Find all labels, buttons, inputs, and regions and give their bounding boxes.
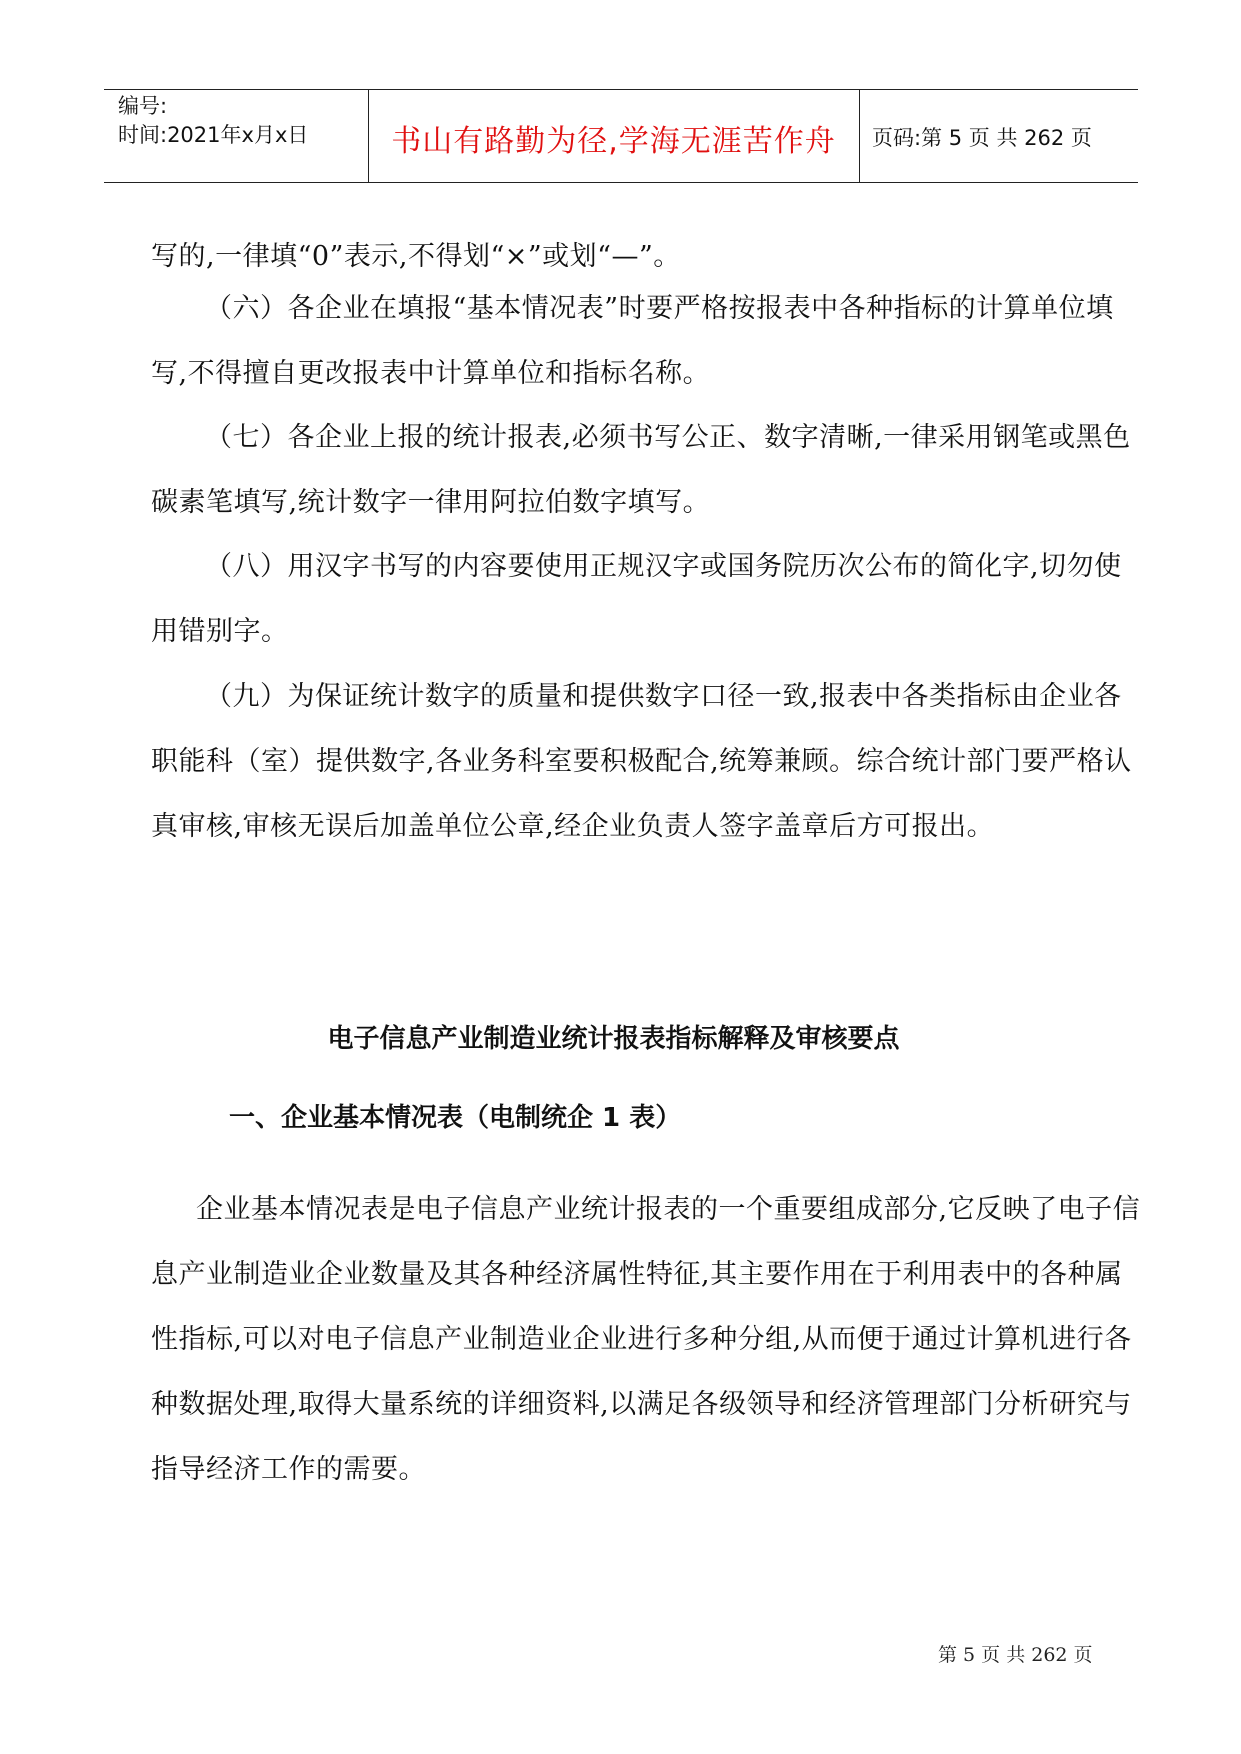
document-time-label: 时间:2021年x月x日 xyxy=(118,123,309,147)
paragraph-item-6: （六）各企业在填报“基本情况表”时要严格按报表中各种指标的计算单位填写,不得擅自更改报表中计算单位和指标名称。 xyxy=(151,293,1114,389)
header-page-number: 页码:第 5 页 共 262 页 xyxy=(872,126,1092,150)
paragraph-continuation: 写的,一律填“0”表示,不得划“×”或划“—”。 xyxy=(151,241,681,272)
paragraph-item-9: （九）为保证统计数字的质量和提供数字口径一致,报表中各类指标由企业各职能科（室）提供数字,各业务科室要积极配合,统筹兼顾。综合统计部门要严格认真审核,审核无误后加盖单位公章,经企业负责人签字盖章后方可报出。 xyxy=(151,681,1132,842)
section-heading: 一、企业基本情况表（电制统企 1 表） xyxy=(229,1103,682,1133)
section-intro-paragraph: 企业基本情况表是电子信息产业统计报表的一个重要组成部分,它反映了电子信息产业制造业企业数量及其各种经济属性特征,其主要作用在于利用表中的各种属性指标,可以对电子信息产业制造业企业进行多种分组,从而便于通过计算机进行各种数据处理,取得大量系统的详细资料,以满足各级领导和经济管理部门分析研究与指导经济工作的需要。 xyxy=(151,1194,1141,1485)
header-meta xyxy=(118,92,308,150)
header-divider-right xyxy=(859,90,860,182)
document-number-label: 编号: xyxy=(118,94,168,118)
paragraph-item-7: （七）各企业上报的统计报表,必须书写公正、数字清晰,一律采用钢笔或黑色碳素笔填写,统计数字一律用阿拉伯数字填写。 xyxy=(151,422,1131,518)
document-title: 电子信息产业制造业统计报表指标解释及审核要点 xyxy=(327,1024,900,1054)
paragraph-item-8: （八）用汉字书写的内容要使用正规汉字或国务院历次公布的简化字,切勿使用错别字。 xyxy=(151,551,1122,647)
page-header xyxy=(104,89,1138,183)
header-motto: 书山有路勤为径,学海无涯苦作舟 xyxy=(391,124,836,159)
page-footer: 第 5 页 共 262 页 xyxy=(938,1644,1093,1666)
